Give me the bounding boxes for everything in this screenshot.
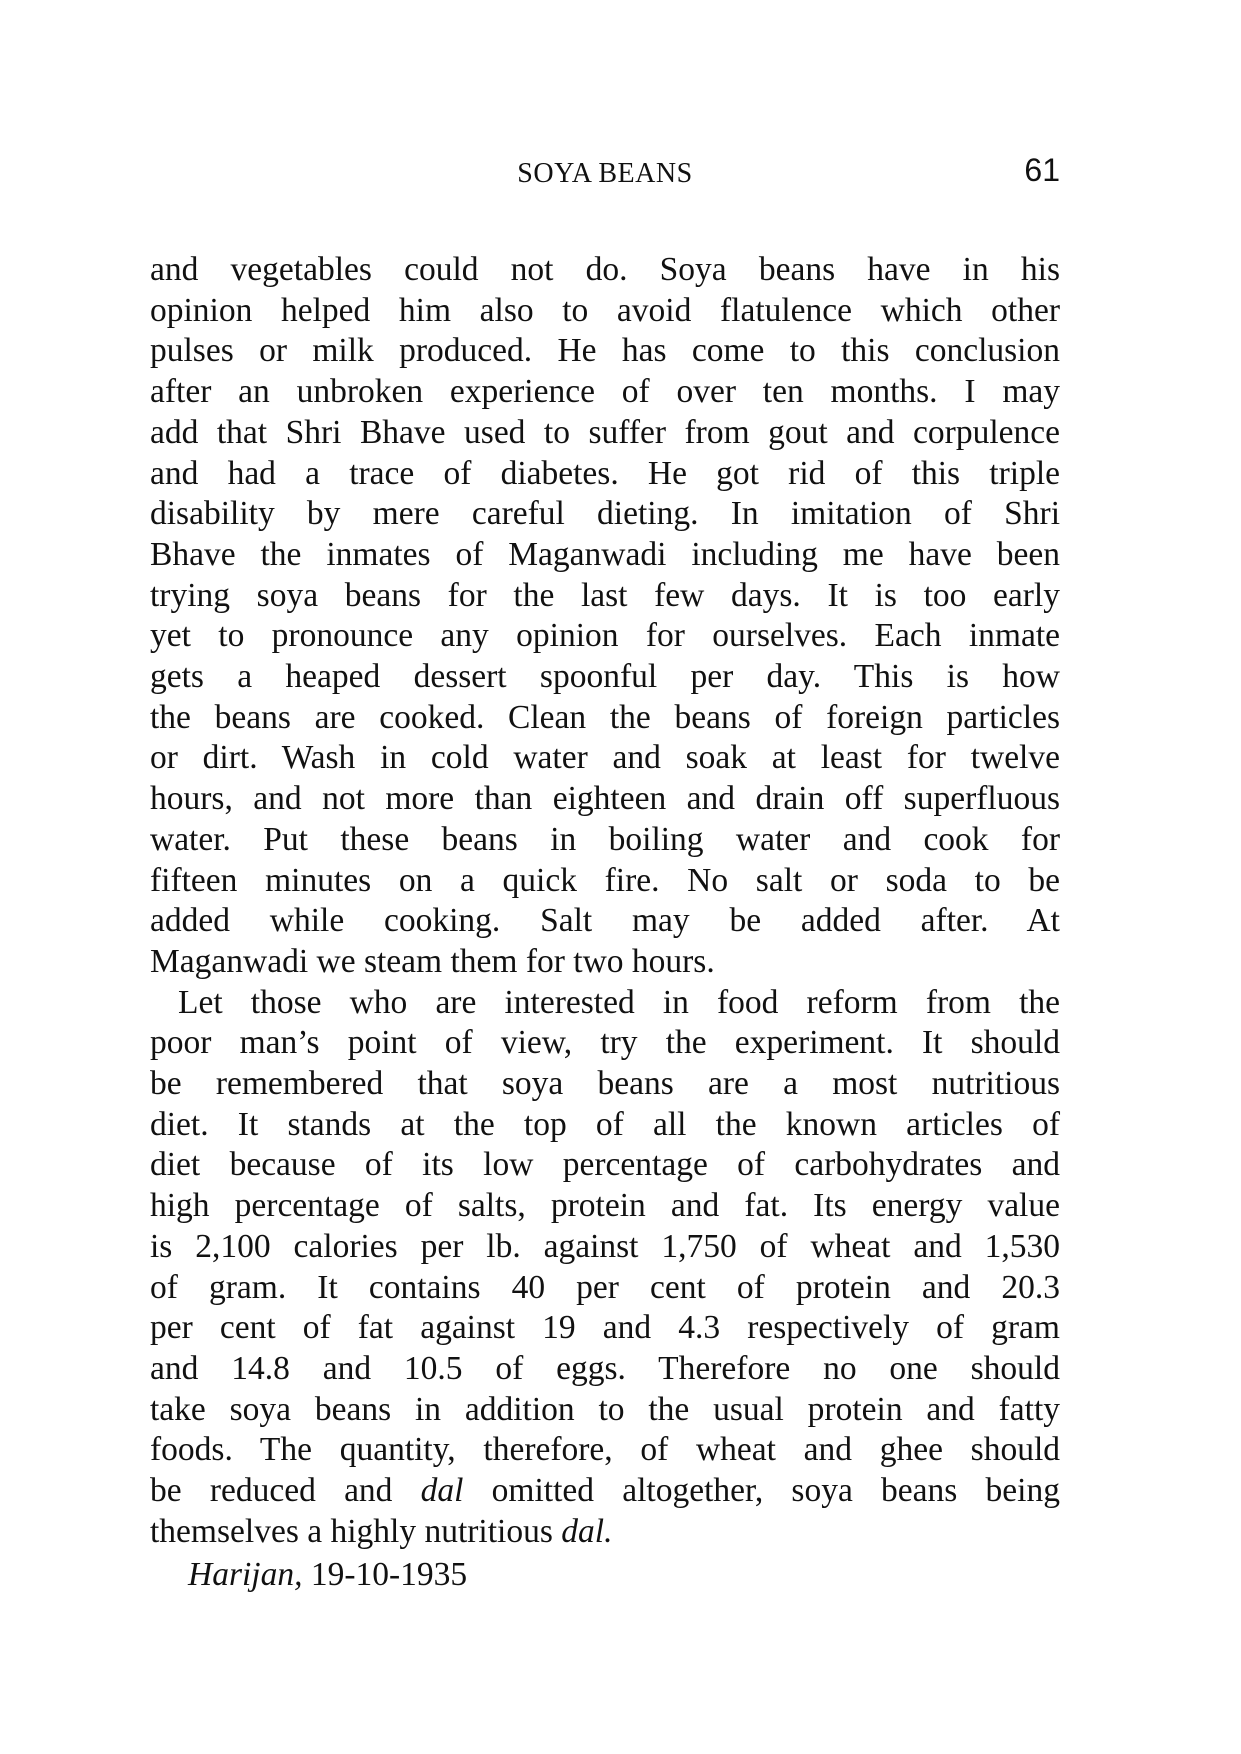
italic-term: dal	[420, 1472, 464, 1510]
publication-date: 19-10-1935	[310, 1555, 468, 1593]
text-line: and 14.8 and 10.5 of eggs. Therefore no one should	[150, 1349, 1060, 1387]
text-line: opinion helped him also to avoid flatulence which other	[150, 291, 1060, 329]
text-line: high percentage of salts, protein and fat. Its energy value	[150, 1187, 1060, 1225]
text-line: and had a trace of diabetes. He got rid of this triple	[150, 454, 1060, 492]
body-text	[150, 250, 1060, 1595]
text-line: take soya beans in addition to the usual protein and fatty	[150, 1390, 1060, 1428]
text-line: gets a heaped dessert spoonful per day. This is how	[150, 658, 1060, 696]
text-line: Maganwadi we steam them for two hours.	[150, 942, 715, 980]
paragraph-2	[150, 983, 1060, 1553]
text-line	[150, 1471, 1060, 1512]
text-line: water. Put these beans in boiling water and cook for	[150, 820, 1060, 858]
text-line: is 2,100 calories per lb. against 1,750 of wheat and 1,530	[150, 1227, 1060, 1265]
text-line: add that Shri Bhave used to suffer from gout and corpulence	[150, 413, 1060, 451]
text-line: disability by mere careful dieting. In imitation of Shri	[150, 495, 1060, 533]
text-line: fifteen minutes on a quick fire. No salt or soda to be	[150, 861, 1060, 899]
source-citation	[150, 1555, 1060, 1596]
text-line: of gram. It contains 40 per cent of protein and 20.3	[150, 1268, 1060, 1306]
italic-term: dal.	[561, 1512, 613, 1550]
publication-name: Harijan,	[188, 1555, 303, 1593]
text-line: the beans are cooked. Clean the beans of foreign particles	[150, 698, 1060, 736]
text-line: and vegetables could not do. Soya beans have in his	[150, 251, 1060, 288]
text-line: added while cooking. Salt may be added after. At	[150, 902, 1060, 940]
text-run: themselves a highly nutritious	[150, 1512, 562, 1550]
text-line: after an unbroken experience of over ten months. I may	[150, 373, 1060, 411]
text-line: trying soya beans for the last few days. It is too early	[150, 576, 1060, 614]
text-line: hours, and not more than eighteen and drain off superfluous	[150, 780, 1060, 818]
page-number: 61	[1024, 152, 1060, 188]
text-line: diet. It stands at the top of all the known articles of	[150, 1105, 1060, 1143]
text-line: Bhave the inmates of Maganwadi including me have been	[150, 535, 1060, 573]
running-head	[150, 140, 1060, 200]
text-line: per cent of fat against 19 and 4.3 respectively of gram	[150, 1309, 1060, 1347]
text-line: foods. The quantity, therefore, of wheat and ghee should	[150, 1431, 1060, 1469]
book-page	[150, 140, 1060, 1595]
paragraph-1	[150, 250, 1060, 983]
text-run: be reduced and	[150, 1472, 421, 1510]
text-line: yet to pronounce any opinion for ourselves. Each inmate	[150, 617, 1060, 655]
text-line	[150, 1512, 1060, 1553]
running-title: SOYA BEANS	[517, 158, 693, 189]
text-line: or dirt. Wash in cold water and soak at least for twelve	[150, 739, 1060, 777]
text-line: diet because of its low percentage of carbohydrates and	[150, 1146, 1060, 1184]
text-line: poor man’s point of view, try the experiment. It should	[150, 1024, 1060, 1062]
text-run: omitted altogether, soya beans being	[463, 1472, 1060, 1510]
text-line: pulses or milk produced. He has come to this conclusion	[150, 332, 1060, 370]
text-line: Let those who are interested in food reform from the	[178, 983, 1060, 1021]
text-line: be remembered that soya beans are a most nutritious	[150, 1065, 1060, 1103]
